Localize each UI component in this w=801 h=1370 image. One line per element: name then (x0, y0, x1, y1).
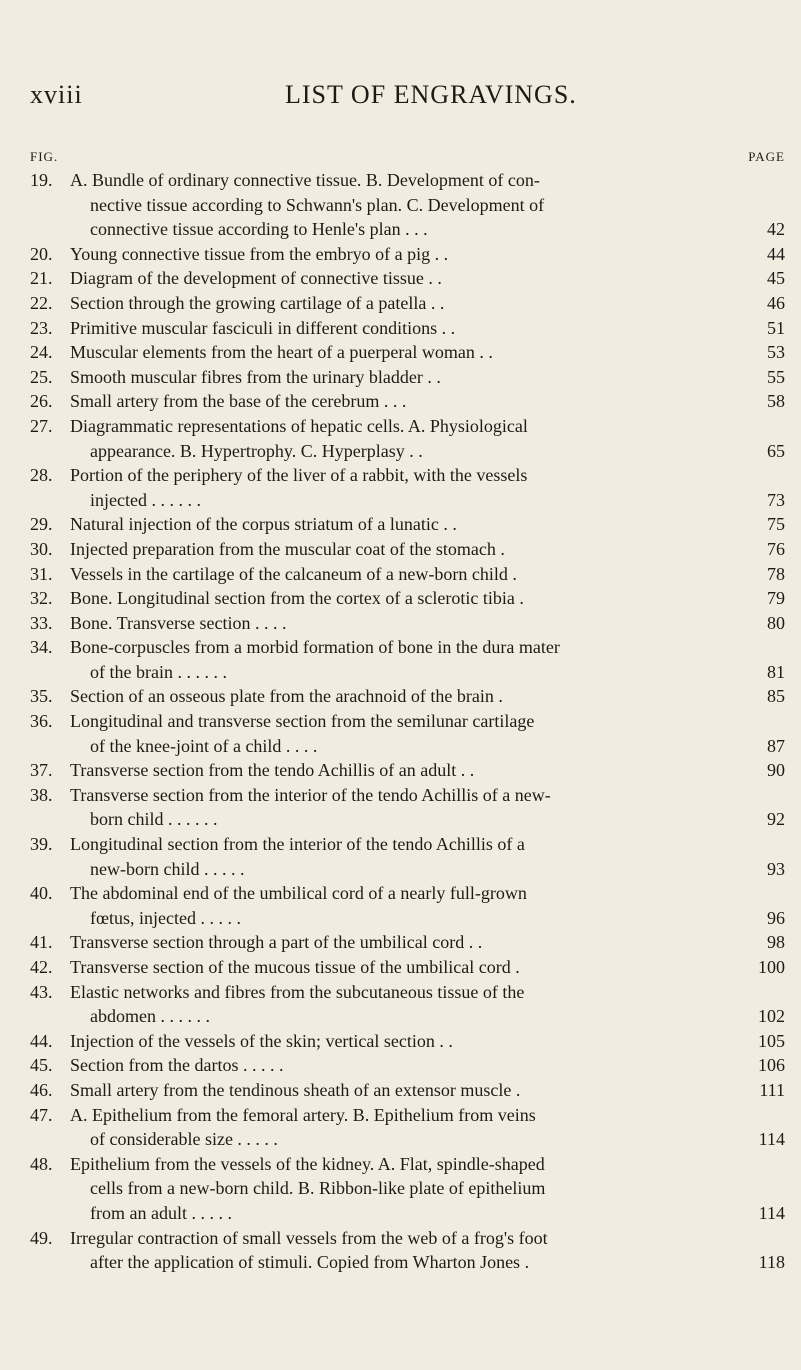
entry-line (30, 537, 785, 562)
entry-line (30, 611, 785, 636)
page-reference: 65 (767, 440, 785, 461)
figure-number: 23. (30, 317, 53, 338)
page-reference: 45 (767, 268, 785, 289)
list-item (30, 242, 785, 267)
entry-text: after the application of stimuli. Copied from Wharton Jones . (90, 1252, 530, 1273)
entry-text: cells from a new-born child. B. Ribbon-like plate of epithelium (90, 1178, 546, 1199)
list-item (30, 955, 785, 980)
column-headings (30, 149, 785, 167)
list-item (30, 291, 785, 316)
page-reference: 53 (767, 342, 785, 363)
figure-number: 38. (30, 784, 53, 805)
list-item (30, 758, 785, 783)
list-item (30, 512, 785, 537)
entry-text: Transverse section through a part of the umbilical cord . . (70, 932, 483, 953)
entry-text: Transverse section from the tendo Achillis of an adult . . (70, 760, 475, 781)
list-item (30, 1078, 785, 1103)
entry-line (30, 488, 785, 513)
entry-line (30, 709, 785, 734)
page-reference: 75 (767, 514, 785, 535)
page-reference: 93 (767, 858, 785, 879)
entry-line (30, 340, 785, 365)
entry-line (30, 1226, 785, 1251)
figure-number: 28. (30, 465, 53, 486)
entry-line (30, 291, 785, 316)
list-item (30, 930, 785, 955)
entry-line (30, 980, 785, 1005)
entry-line (30, 635, 785, 660)
entry-line (30, 1127, 785, 1152)
page-reference: 81 (767, 661, 785, 682)
figure-number: 21. (30, 268, 53, 289)
entry-text: Bone-corpuscles from a morbid formation of bone in the dura mater (70, 637, 560, 658)
figure-number: 32. (30, 588, 53, 609)
figure-number: 30. (30, 538, 53, 559)
entry-line (30, 168, 785, 193)
entry-text: A. Epithelium from the femoral artery. B. Epithelium from veins (70, 1104, 536, 1125)
list-item (30, 684, 785, 709)
page-reference: 42 (767, 219, 785, 240)
figure-number: 42. (30, 957, 53, 977)
entry-line (30, 906, 785, 931)
figure-number: 37. (30, 760, 53, 781)
entry-line (30, 783, 785, 808)
list-item (30, 365, 785, 390)
page-reference: 92 (767, 809, 785, 830)
entry-text: Smooth muscular fibres from the urinary bladder . . (70, 366, 441, 387)
list-item (30, 414, 785, 463)
entry-text: Section through the growing cartilage of a patella . . (70, 292, 445, 313)
entry-line (30, 734, 785, 759)
entry-line (30, 1103, 785, 1128)
figure-number: 39. (30, 834, 53, 855)
entry-text: of the knee-joint of a child . . . . (90, 735, 318, 756)
page-reference: 111 (759, 1079, 785, 1100)
page-reference: 100 (758, 957, 785, 977)
entry-line (30, 217, 785, 242)
list-item (30, 611, 785, 636)
entry-line (30, 365, 785, 390)
page-reference: 79 (767, 588, 785, 609)
list-item (30, 709, 785, 758)
entry-text: Small artery from the tendinous sheath of an extensor muscle . (70, 1079, 521, 1100)
figure-number: 29. (30, 514, 53, 535)
entry-text: nective tissue according to Schwann's plan. C. Development of (90, 194, 545, 215)
page-reference: 102 (758, 1006, 785, 1027)
list-item (30, 783, 785, 832)
entry-line (30, 1029, 785, 1054)
list-item (30, 316, 785, 341)
figure-number: 36. (30, 711, 53, 732)
figure-number: 47. (30, 1104, 53, 1125)
page-reference: 114 (758, 1129, 785, 1150)
figure-number: 19. (30, 170, 53, 190)
page-reference: 90 (767, 760, 785, 781)
entry-line (30, 660, 785, 685)
entry-text: appearance. B. Hypertrophy. C. Hyperplasy . . (90, 440, 423, 461)
entry-text: abdomen . . . . . . (90, 1006, 210, 1027)
figure-number: 45. (30, 1055, 53, 1076)
figure-number: 41. (30, 932, 53, 953)
page-reference: 44 (767, 243, 785, 264)
entry-text: injected . . . . . . (90, 489, 201, 510)
page-reference: 106 (758, 1055, 785, 1076)
entry-text: Longitudinal section from the interior of the tendo Achillis of a (70, 834, 525, 855)
list-item (30, 980, 785, 1029)
running-title: LIST OF ENGRAVINGS. (285, 80, 577, 109)
figure-number: 22. (30, 292, 53, 313)
entry-text: Portion of the periphery of the liver of a rabbit, with the vessels (70, 465, 528, 486)
page-reference: 118 (758, 1252, 785, 1273)
entry-text: A. Bundle of ordinary connective tissue. B. Development of con- (70, 170, 540, 190)
entry-text: born child . . . . . . (90, 809, 218, 830)
entry-text: Bone. Transverse section . . . . (70, 612, 287, 633)
entry-line (30, 389, 785, 414)
entry-line (30, 512, 785, 537)
entry-line (30, 857, 785, 882)
entry-line (30, 1201, 785, 1226)
page-reference: 58 (767, 391, 785, 412)
entry-line (30, 807, 785, 832)
entry-line (30, 439, 785, 464)
entry-text: Muscular elements from the heart of a puerperal woman . . (70, 342, 493, 363)
page-reference: 55 (767, 366, 785, 387)
entry-line (30, 562, 785, 587)
page-reference: 46 (767, 292, 785, 313)
entry-text: Bone. Longitudinal section from the cortex of a sclerotic tibia . (70, 588, 524, 609)
entry-text: Transverse section of the mucous tissue of the umbilical cord . (70, 957, 520, 977)
entry-line (30, 1004, 785, 1029)
list-item (30, 1152, 785, 1226)
entry-line (30, 193, 785, 218)
entry-line (30, 955, 785, 980)
figure-number: 27. (30, 415, 53, 436)
entry-text: connective tissue according to Henle's plan . . . (90, 219, 428, 240)
figure-number: 49. (30, 1227, 53, 1248)
entry-text: Injected preparation from the muscular coat of the stomach . (70, 538, 505, 559)
entry-line (30, 242, 785, 267)
entry-text: The abdominal end of the umbilical cord of a nearly full-grown (70, 883, 527, 904)
entry-text: Section of an osseous plate from the arachnoid of the brain . (70, 686, 503, 707)
entry-line (30, 1152, 785, 1177)
entry-line (30, 832, 785, 857)
page-header (30, 80, 800, 120)
list-item (30, 389, 785, 414)
figure-number: 20. (30, 243, 53, 264)
engravings-list (30, 168, 785, 1275)
entry-text: Transverse section from the interior of the tendo Achillis of a new- (70, 784, 551, 805)
entry-text: of considerable size . . . . . (90, 1129, 278, 1150)
entry-text: Elastic networks and fibres from the subcutaneous tissue of the (70, 981, 525, 1002)
figure-number: 24. (30, 342, 53, 363)
page-reference: 80 (767, 612, 785, 633)
list-item (30, 1103, 785, 1152)
page-reference: 73 (767, 489, 785, 510)
entry-line (30, 1176, 785, 1201)
list-item (30, 463, 785, 512)
entry-text: Irregular contraction of small vessels from the web of a frog's foot (70, 1227, 548, 1248)
page-reference: 98 (767, 932, 785, 953)
entry-line (30, 1053, 785, 1078)
figure-number: 26. (30, 391, 53, 412)
entry-text: Young connective tissue from the embryo of a pig . . (70, 243, 449, 264)
list-item (30, 340, 785, 365)
entry-text: fœtus, injected . . . . . (90, 907, 241, 928)
entry-line (30, 266, 785, 291)
entry-line (30, 758, 785, 783)
page-reference: 85 (767, 686, 785, 707)
page-reference: 51 (767, 317, 785, 338)
figure-number: 48. (30, 1153, 53, 1174)
entry-line (30, 881, 785, 906)
entry-line (30, 414, 785, 439)
entry-text: Epithelium from the vessels of the kidney. A. Flat, spindle-shaped (70, 1153, 545, 1174)
entry-text: Vessels in the cartilage of the calcaneum of a new-born child . (70, 563, 517, 584)
list-item (30, 562, 785, 587)
entry-text: Diagram of the development of connective tissue . . (70, 268, 442, 289)
figure-number: 33. (30, 612, 53, 633)
page-reference: 114 (758, 1202, 785, 1223)
page-number: xviii (30, 80, 83, 109)
list-item (30, 266, 785, 291)
page-reference: 105 (758, 1030, 785, 1051)
entry-text: Small artery from the base of the cerebrum . . . (70, 391, 407, 412)
list-item (30, 586, 785, 611)
fig-column-heading: FIG. (30, 149, 59, 164)
figure-number: 35. (30, 686, 53, 707)
page-reference: 87 (767, 735, 785, 756)
entry-line (30, 586, 785, 611)
entry-line (30, 930, 785, 955)
list-item (30, 1029, 785, 1054)
figure-number: 25. (30, 366, 53, 387)
list-item (30, 1226, 785, 1275)
list-item (30, 881, 785, 930)
entry-line (30, 1078, 785, 1103)
page-reference: 76 (767, 538, 785, 559)
entry-text: of the brain . . . . . . (90, 661, 227, 682)
entry-text: Primitive muscular fasciculi in different conditions . . (70, 317, 456, 338)
list-item (30, 635, 785, 684)
entry-text: new-born child . . . . . (90, 858, 245, 879)
figure-number: 31. (30, 563, 53, 584)
figure-number: 40. (30, 883, 53, 904)
figure-number: 44. (30, 1030, 53, 1051)
list-item (30, 1053, 785, 1078)
entry-text: from an adult . . . . . (90, 1202, 232, 1223)
entry-line (30, 463, 785, 488)
list-item (30, 168, 785, 242)
page-reference: 78 (767, 563, 785, 584)
entry-text: Injection of the vessels of the skin; vertical section . . (70, 1030, 453, 1051)
entry-text: Longitudinal and transverse section from the semilunar cartilage (70, 711, 535, 732)
entry-line (30, 1250, 785, 1275)
entry-text: Section from the dartos . . . . . (70, 1055, 284, 1076)
entry-line (30, 684, 785, 709)
entry-text: Natural injection of the corpus striatum of a lunatic . . (70, 514, 457, 535)
figure-number: 34. (30, 637, 53, 658)
figure-number: 46. (30, 1079, 53, 1100)
entry-line (30, 316, 785, 341)
page-reference: 96 (767, 907, 785, 928)
figure-number: 43. (30, 981, 53, 1002)
list-item (30, 537, 785, 562)
page-column-heading: PAGE (748, 149, 785, 164)
entry-text: Diagrammatic representations of hepatic cells. A. Physiological (70, 415, 528, 436)
list-item (30, 832, 785, 881)
